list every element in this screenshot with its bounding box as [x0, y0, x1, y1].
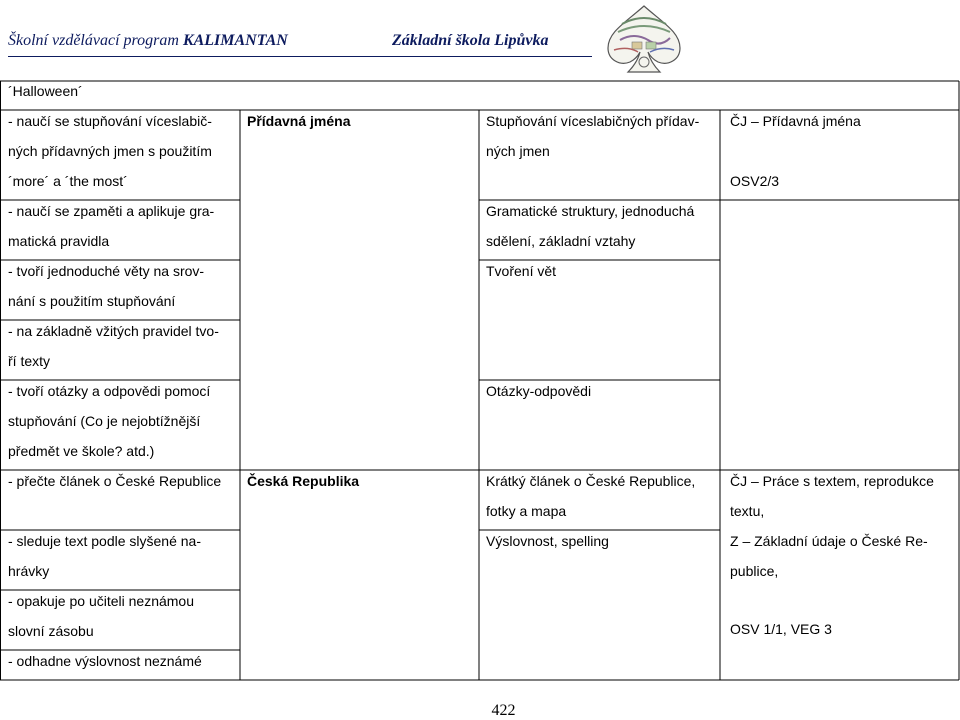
outcome-line: - přečte článek o České Republice — [8, 473, 222, 489]
outcome-line: - naučí se zpaměti a aplikuje gra- — [8, 203, 215, 219]
program-title-regular: Školní vzdělávací program — [8, 32, 183, 49]
page-number: 422 — [491, 702, 516, 719]
topic-title: Česká Republika — [247, 473, 360, 489]
outcome-line: matická pravidla — [8, 233, 110, 249]
content-line: fotky a mapa — [486, 503, 567, 519]
content-line: ných jmen — [486, 143, 550, 159]
content-line: Krátký článek o České Republice, — [486, 473, 696, 489]
outcome-line: ´more´ a ´the most´ — [8, 173, 128, 189]
school-name: Základní škola Lipůvka — [392, 32, 549, 49]
outcome-line: předmět ve škole? atd.) — [8, 443, 155, 459]
outcome-line: - sleduje text podle slyšené na- — [8, 533, 201, 549]
content-line: Gramatické struktury, jednoduchá — [486, 203, 695, 219]
outcome-line: ří texty — [8, 353, 51, 369]
school-logo — [604, 2, 684, 76]
outcome-line: ných přídavných jmen s použitím — [8, 143, 212, 159]
program-title — [8, 32, 288, 50]
cross-curricular-line: OSV2/3 — [730, 173, 780, 189]
content-line: Tvoření vět — [486, 263, 557, 279]
cross-curricular-line: ČJ – Přídavná jména — [730, 113, 861, 129]
cross-curricular-line: textu, — [730, 503, 765, 519]
outcome-line: hrávky — [8, 563, 50, 579]
outcome-line: - tvoří jednoduché věty na srov- — [8, 263, 205, 279]
topic-title: Přídavná jména — [247, 113, 351, 129]
outcome-line: - na základně vžitých pravidel tvo- — [8, 323, 219, 339]
content-line: Otázky-odpovědi — [486, 383, 592, 399]
outcome-line: - opakuje po učiteli neznámou — [8, 593, 195, 609]
outcome-line: - odhadne výslovnost neznámé — [8, 653, 202, 669]
cross-curricular-line: publice, — [730, 563, 779, 579]
content-line: sdělení, základní vztahy — [486, 233, 636, 249]
cross-curricular-line: Z – Základní údaje o České Re- — [730, 533, 928, 549]
outcome-line: slovní zásobu — [8, 623, 94, 639]
content-line: Stupňování víceslabičných přídav- — [486, 113, 700, 129]
program-title-bold: KALIMANTAN — [182, 32, 288, 49]
outcome-line: - tvoří otázky a odpovědi pomocí — [8, 383, 211, 399]
outcome-line: stupňování (Co je nejobtížnější — [8, 413, 201, 429]
header-rule — [8, 56, 592, 57]
halloween-heading: ´Halloween´ — [8, 83, 83, 99]
outcome-line: - naučí se stupňování víceslabič- — [8, 113, 212, 129]
cross-curricular-line: ČJ – Práce s textem, reprodukce — [730, 473, 934, 489]
cross-curricular-line: OSV 1/1, VEG 3 — [730, 621, 832, 637]
outcome-line: nání s použitím stupňování — [8, 293, 176, 309]
content-line: Výslovnost, spelling — [486, 533, 609, 549]
